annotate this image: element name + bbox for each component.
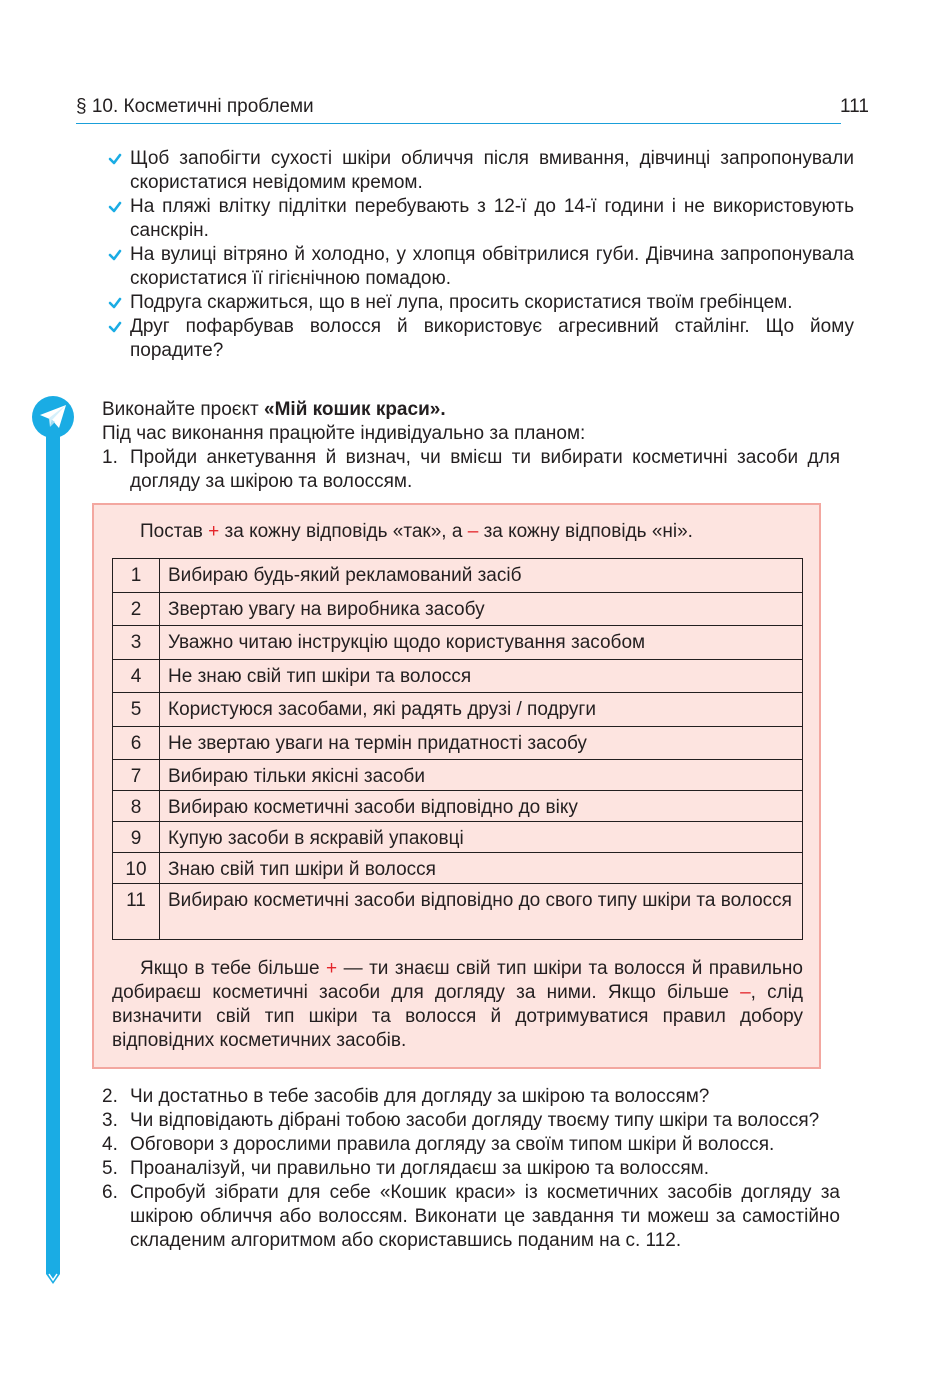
project-sidebar-bar	[46, 432, 60, 1272]
instr-text: за кожну відповідь «так», а	[219, 521, 468, 542]
table-row	[113, 822, 803, 853]
plan-step	[102, 1157, 840, 1181]
step-text: Пройди анкетування й визнач, чи вмієш ти вибирати косметичні засоби для догляду за шкірою та волоссям.	[130, 447, 840, 492]
step-text: Спробуй зібрати для себе «Кошик краси» із косметичних засобів догляду за шкірою обличчя або волоссям. Виконати це завдання ти можеш за самостійно складеним алгоритмом або скориставшись поданим на с. 112.	[130, 1182, 840, 1251]
step-text: Чи достатньо в тебе засобів для догляду за шкірою та волоссям?	[130, 1086, 710, 1107]
list-item	[106, 147, 854, 195]
list-item	[106, 315, 854, 363]
row-number: 7	[113, 760, 160, 791]
check-icon	[108, 321, 122, 333]
list-item-text: На пляжі влітку підлітки перебувають з 12-ї до 14-ї години і не використовують санскрін.	[130, 196, 854, 241]
note-text: , слід визначити свій тип шкіри та волосся й дотримуватися правил добору відповідних косметичних засобів.	[112, 982, 804, 1051]
instr-text: за кожну відповідь «ні».	[478, 521, 693, 542]
row-number: 4	[113, 660, 160, 693]
project-intro-text: Виконайте проєкт	[102, 399, 265, 420]
row-statement: Уважно читаю інструкцію щодо користування засобом	[160, 626, 803, 660]
plan-step	[102, 446, 840, 494]
paper-plane-icon	[39, 404, 67, 430]
row-number: 10	[113, 853, 160, 884]
minus-mark: –	[467, 521, 479, 542]
check-icon	[108, 249, 122, 261]
survey-table	[112, 558, 803, 940]
step-number: 2.	[102, 1086, 118, 1107]
list-item	[106, 291, 854, 315]
list-item-text: Друг пофарбував волосся й використовує агресивний стайлінг. Що йому порадите?	[130, 316, 854, 361]
plus-mark: +	[326, 958, 338, 979]
table-row	[113, 884, 803, 940]
list-item-text: Щоб запобігти сухості шкіри обличчя після вмивання, дівчинці запропонували скористатися невідомим кремом.	[130, 148, 854, 193]
table-row	[113, 660, 803, 693]
task-list	[102, 1085, 840, 1253]
plan-step	[102, 1181, 840, 1253]
instr-text: Постав	[140, 521, 209, 542]
table-row	[113, 727, 803, 760]
page-number: 111	[840, 96, 869, 117]
row-statement: Знаю свій тип шкіри й волосся	[160, 853, 803, 884]
plan-steps-continued	[102, 1085, 840, 1253]
survey-instructions	[140, 520, 800, 544]
row-number: 5	[113, 693, 160, 727]
list-item	[106, 195, 854, 243]
row-number: 2	[113, 593, 160, 626]
plan-step	[102, 1133, 840, 1157]
row-number: 1	[113, 559, 160, 593]
table-row	[113, 693, 803, 727]
table-row	[113, 626, 803, 660]
row-statement: Купую засоби в яскравій упаковці	[160, 822, 803, 853]
row-number: 11	[113, 884, 160, 940]
row-statement: Не звертаю уваги на термін придатності засобу	[160, 727, 803, 760]
list-item	[106, 243, 854, 291]
row-statement: Вибираю тільки якісні засоби	[160, 760, 803, 791]
step-text: Чи відповідають дібрані тобою засоби догляду твоєму типу шкіри та волосся?	[130, 1110, 820, 1131]
plan-line: Під час виконання працюйте індивідуально за планом:	[102, 423, 586, 444]
check-icon	[108, 297, 122, 309]
table-row	[113, 853, 803, 884]
plan-steps	[102, 446, 840, 494]
step-number: 6.	[102, 1182, 118, 1203]
step-number: 3.	[102, 1110, 118, 1131]
row-statement: Звертаю увагу на виробника засобу	[160, 593, 803, 626]
row-number: 9	[113, 822, 160, 853]
note-text: — ти знаєш свій тип шкіри та волосся й правильно добираєш косметичні засоби для догляду за ними. Якщо більше	[112, 958, 803, 1003]
survey-box	[92, 503, 821, 1069]
step-number: 4.	[102, 1134, 118, 1155]
row-number: 3	[113, 626, 160, 660]
step-text: Обговори з дорослими правила догляду за своїм типом шкіри й волосся.	[130, 1134, 775, 1155]
table-row	[113, 791, 803, 822]
row-statement: Вибираю косметичні засоби відповідно до віку	[160, 791, 803, 822]
survey-conclusion	[112, 957, 803, 1053]
situation-list	[106, 147, 854, 363]
row-statement: Користуюся засобами, які радять друзі / подруги	[160, 693, 803, 727]
row-statement: Не знаю свій тип шкіри та волосся	[160, 660, 803, 693]
row-number: 8	[113, 791, 160, 822]
row-number: 6	[113, 727, 160, 760]
minus-mark: –	[740, 982, 751, 1003]
project-badge	[32, 396, 74, 438]
plan-step	[102, 1109, 840, 1133]
project-intro-line	[102, 398, 840, 422]
plan-step	[102, 1085, 840, 1109]
step-number: 5.	[102, 1158, 118, 1179]
section-title: § 10. Косметичні проблеми	[76, 96, 314, 117]
list-item-text: На вулиці вітряно й холодно, у хлопця обвітрилися губи. Дівчина запропонувала скористатися її гігієнічною помадою.	[130, 244, 854, 289]
row-statement: Вибираю будь-який рекламований засіб	[160, 559, 803, 593]
step-text: Проаналізуй, чи правильно ти доглядаєш за шкірою та волоссям.	[130, 1158, 709, 1179]
note-text: Якщо в тебе більше	[140, 958, 327, 979]
check-icon	[108, 153, 122, 165]
table-row	[113, 760, 803, 791]
check-icon	[108, 201, 122, 213]
arrow-down-icon	[46, 1268, 60, 1284]
list-item-text: Подруга скаржиться, що в неї лупа, просить скористатися твоїм гребінцем.	[130, 292, 793, 313]
row-statement: Вибираю косметичні засоби відповідно до свого типу шкіри та волосся	[160, 884, 803, 940]
table-row	[113, 593, 803, 626]
page-header	[76, 95, 841, 124]
plus-mark: +	[208, 521, 220, 542]
table-row	[113, 559, 803, 593]
step-number: 1.	[102, 447, 118, 468]
project-name: «Мій кошик краси».	[264, 399, 446, 420]
project-intro	[102, 398, 840, 494]
